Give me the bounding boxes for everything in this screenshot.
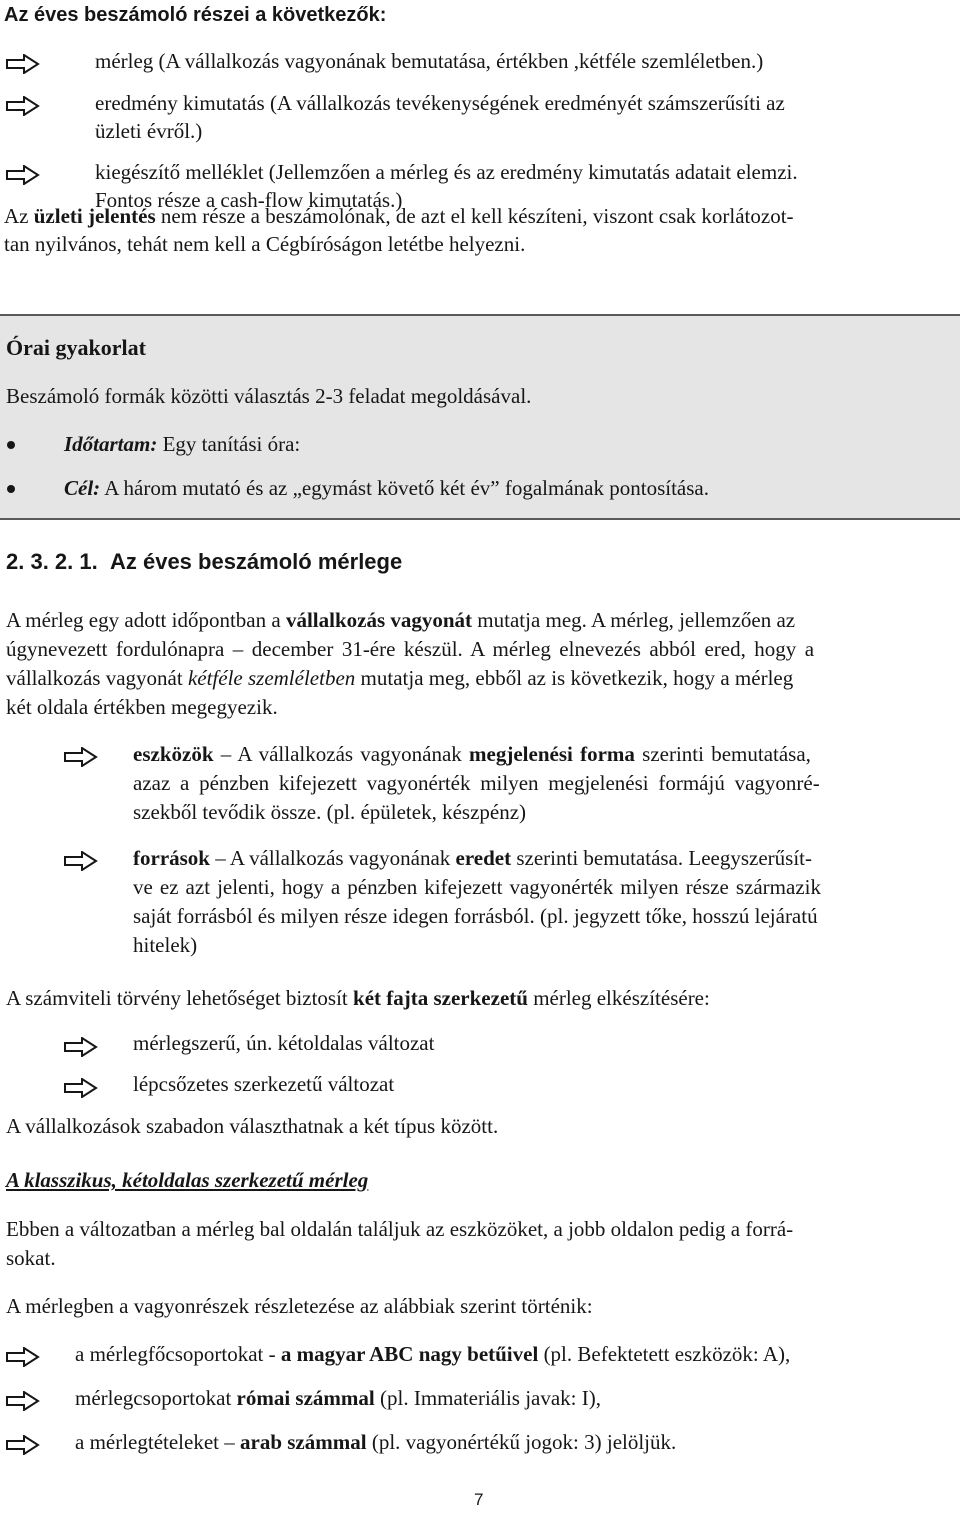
parts-item-notes: kiegészítő melléklet (Jellemzően a mérleg és az eredmény kimutatás adatait elemzi.: [95, 160, 798, 184]
parts-item-income-line1: eredmény kimutatás (A vállalkozás tevékenységének eredményét számszerűsíti az: [95, 91, 785, 115]
section-title: Az éves beszámoló mérlege: [109, 549, 403, 574]
hollow-right-arrow-icon: [6, 96, 40, 116]
classic-heading: A klasszikus, kétoldalas szerkezetű mérleg: [6, 1168, 369, 1192]
sources-line3: saját forrásból és milyen része idegen forrásból. (pl. jegyzett tőke, hosszú lejáratú: [133, 904, 818, 928]
goal-text: A három mutató és az „egymást követő két év” fogalmának pontosítása.: [100, 476, 709, 500]
bold-term: a magyar ABC nagy betűivel: [280, 1342, 539, 1366]
goal-label: Cél:: [64, 476, 101, 500]
bullet-dot-icon: [7, 441, 15, 449]
classic-paragraph-line2: sokat.: [6, 1246, 56, 1270]
text-run: mérleg elkészítésére:: [527, 986, 710, 1010]
practice-goal: [64, 474, 709, 502]
bold-term: megjelenési forma: [469, 742, 635, 766]
text-run: nem része a beszámolónak, de azt el kell készíteni, viszont csak korlátozot-: [155, 204, 794, 228]
text-run: (pl. vagyonértékű jogok: 3) jelöljük.: [366, 1430, 677, 1454]
hollow-right-arrow-icon: [64, 747, 98, 767]
text-run: mutatja meg, ebből az is következik, hogy a mérleg: [355, 666, 794, 690]
duration-text: Egy tanítási óra:: [157, 432, 301, 456]
bold-term: két fajta szerkezetű: [353, 986, 528, 1010]
sources-term: források: [133, 846, 210, 870]
variant-item: lépcsőzetes szerkezetű változat: [133, 1072, 395, 1096]
balance-paragraph-line2: úgynevezett fordulónapra – december 31-ére készül. A mérleg elnevezés abból ered, hogy a: [6, 637, 815, 661]
classic-paragraph-line1: Ebben a változatban a mérleg bal oldalán találjuk az eszközöket, a jobb oldalon pedig a forrá-: [6, 1217, 794, 1241]
text-run: a mérlegfőcsoportokat -: [75, 1342, 281, 1366]
detail-item: [75, 1384, 601, 1412]
business-report-paragraph: [4, 202, 959, 230]
text-run: – A vállalkozás vagyonának: [210, 846, 456, 870]
text-run: vállalkozás vagyonát: [6, 666, 188, 690]
detail-item: [75, 1340, 790, 1368]
hollow-right-arrow-icon: [6, 1391, 40, 1411]
assets-term: eszközök: [133, 742, 214, 766]
text-run: (pl. Befektetett eszközök: A),: [538, 1342, 791, 1366]
parts-item-notes-line2: Fontos része a cash-flow kimutatás.): [95, 188, 403, 212]
balance-paragraph-line4: két oldala értékben megegyezik.: [6, 695, 278, 719]
italic-term: kétféle szemléletben: [187, 666, 356, 690]
section-heading: [6, 548, 402, 576]
duration-label: Időtartam:: [64, 432, 158, 456]
text-run: A számviteli törvény lehetőséget biztosít: [6, 986, 354, 1010]
bold-term: eredet: [455, 846, 512, 870]
hollow-right-arrow-icon: [64, 851, 98, 871]
business-report-line2: tan nyilvános, tehát nem kell a Cégbíróságon letétbe helyezni.: [4, 232, 526, 256]
balance-paragraph-line1: [6, 606, 795, 634]
hollow-right-arrow-icon: [6, 54, 40, 74]
parts-item-income-line2: üzleti évről.): [95, 119, 203, 143]
detail-item: [75, 1428, 676, 1456]
bold-term: vállalkozás vagyonát: [285, 608, 473, 632]
text-run: (pl. Immateriális javak: I),: [374, 1386, 602, 1410]
text-run: mérlegcsoportokat: [75, 1386, 237, 1410]
practice-intro: Beszámoló formák közötti választás 2-3 feladat megoldásával.: [6, 384, 532, 408]
hollow-right-arrow-icon: [6, 1347, 40, 1367]
text-run: – A vállalkozás vagyonának: [213, 742, 470, 766]
practice-duration: [64, 430, 300, 458]
text-run: szerinti bemutatása,: [634, 742, 811, 766]
business-report-term: üzleti jelentés: [33, 204, 156, 228]
bold-term: arab számmal: [240, 1430, 367, 1454]
balance-paragraph-line3: [6, 664, 793, 692]
practice-title: Órai gyakorlat: [6, 335, 146, 360]
detail-intro: A mérlegben a vagyonrészek részletezése az alábbiak szerint történik:: [6, 1294, 593, 1318]
text-run: a mérlegtételeket –: [75, 1430, 240, 1454]
assets-line1: [133, 740, 811, 768]
sources-line2: ve ez azt jelenti, hogy a pénzben kifejezett vagyonérték milyen része származik: [133, 875, 821, 899]
law-paragraph: [6, 984, 710, 1012]
assets-line3: szekből tevődik össze. (pl. épületek, készpénz): [133, 800, 527, 824]
free-choice-sentence: A vállalkozások szabadon választhatnak a két típus között.: [6, 1114, 499, 1138]
hollow-right-arrow-icon: [64, 1078, 98, 1098]
text-run: Az: [4, 204, 34, 228]
hollow-right-arrow-icon: [64, 1037, 98, 1057]
parts-heading: Az éves beszámoló részei a következők:: [4, 4, 387, 26]
text-run: mutatja meg. A mérleg, jellemzően az: [472, 608, 796, 632]
sources-line4: hitelek): [133, 933, 198, 957]
page-number: 7: [474, 1490, 484, 1509]
hollow-right-arrow-icon: [6, 165, 40, 185]
bold-term: római számmal: [236, 1386, 375, 1410]
parts-item-balance: mérleg (A vállalkozás vagyonának bemutatása, értékben ,kétféle szemléletben.): [95, 49, 764, 73]
section-number: 2. 3. 2. 1.: [6, 549, 98, 574]
variant-item: mérlegszerű, ún. kétoldalas változat: [133, 1031, 435, 1055]
hollow-right-arrow-icon: [6, 1435, 40, 1455]
bullet-dot-icon: [7, 485, 15, 493]
text-run: A mérleg egy adott időpontban a: [6, 608, 286, 632]
text-run: szerinti bemutatása. Leegyszerűsít-: [511, 846, 812, 870]
assets-line2: azaz a pénzben kifejezett vagyonérték milyen megjelenési formájú vagyonré-: [133, 771, 820, 795]
parts-item-income: [95, 89, 957, 117]
sources-line1: [133, 844, 812, 872]
